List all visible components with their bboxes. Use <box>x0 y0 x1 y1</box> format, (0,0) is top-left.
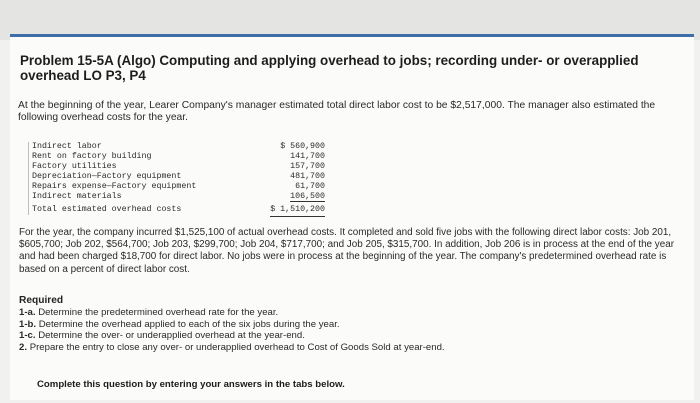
problem-intro: At the beginning of the year, Learer Company's manager estimated total direct labor cost to be $2,517,000. The manager also estimated the following overhead costs for the year. <box>18 100 656 123</box>
cost-value: 141,700 <box>290 152 325 161</box>
required-item <box>19 342 659 354</box>
required-item-text: Determine the overhead applied to each of the six jobs during the year. <box>38 318 340 330</box>
cost-label: Repairs expense—Factory equipment <box>32 182 197 191</box>
cost-row <box>29 142 339 152</box>
cost-value: 157,700 <box>290 162 325 171</box>
overhead-cost-table <box>28 142 339 215</box>
problem-card <box>10 34 694 400</box>
cost-row <box>29 152 339 162</box>
required-item-tag: 1-a. <box>19 307 36 318</box>
required-list <box>19 307 659 353</box>
cost-value: 61,700 <box>295 182 325 191</box>
cost-total-value: $ 1,510,200 <box>270 205 325 217</box>
details-paragraph: For the year, the company incurred $1,525,100 of actual overhead costs. It completed and sold five jobs with the following direct labor costs: Job 201, $605,700; Job 202, $564,700; Job 203, $299,700; Job 204, $717,700; and Job 205, $315,700. In addition, Job 206 is in process at the end of the year and had been charged $18,700 for direct labor. No jobs were in process at the beginning of the year. The company's predetermined overhead rate is based on a percent of direct labor cost. <box>19 227 675 275</box>
required-item-text: Determine the predetermined overhead rate for the year. <box>38 307 279 318</box>
cost-value: 481,700 <box>290 172 325 181</box>
cost-label: Rent on factory building <box>32 152 152 161</box>
cost-row <box>29 192 339 202</box>
required-item-tag: 2. <box>19 341 28 353</box>
required-item <box>19 330 659 342</box>
required-item <box>19 319 659 331</box>
cost-label: Indirect materials <box>32 192 122 201</box>
required-item-text: Prepare the entry to close any over- or underapplied overhead to Cost of Goods Sold at year-end. <box>29 341 445 353</box>
cost-value: 106,500 <box>290 192 325 201</box>
cost-total-label: Total estimated overhead costs <box>32 205 182 214</box>
required-item <box>19 307 659 319</box>
problem-title: Problem 15-5A (Algo) Computing and applying overhead to jobs; recording under- or overapplied overhead LO P3, P4 <box>20 53 639 83</box>
cost-row <box>29 182 339 192</box>
cost-label: Depreciation—Factory equipment <box>32 172 182 181</box>
cost-label: Factory utilities <box>32 162 117 171</box>
required-item-tag: 1-c. <box>19 330 36 341</box>
instruction-text: Complete this question by entering your answers in the tabs below. <box>37 379 345 390</box>
cost-value: $ 560,900 <box>280 142 325 151</box>
cost-label: Indirect labor <box>32 142 102 151</box>
cost-row <box>29 172 339 182</box>
required-item-text: Determine the over- or underapplied overhead at the year-end. <box>38 330 305 341</box>
required-heading: Required <box>19 295 64 306</box>
cost-row <box>29 162 339 172</box>
required-item-tag: 1-b. <box>19 318 37 330</box>
cost-total-row <box>29 205 339 215</box>
